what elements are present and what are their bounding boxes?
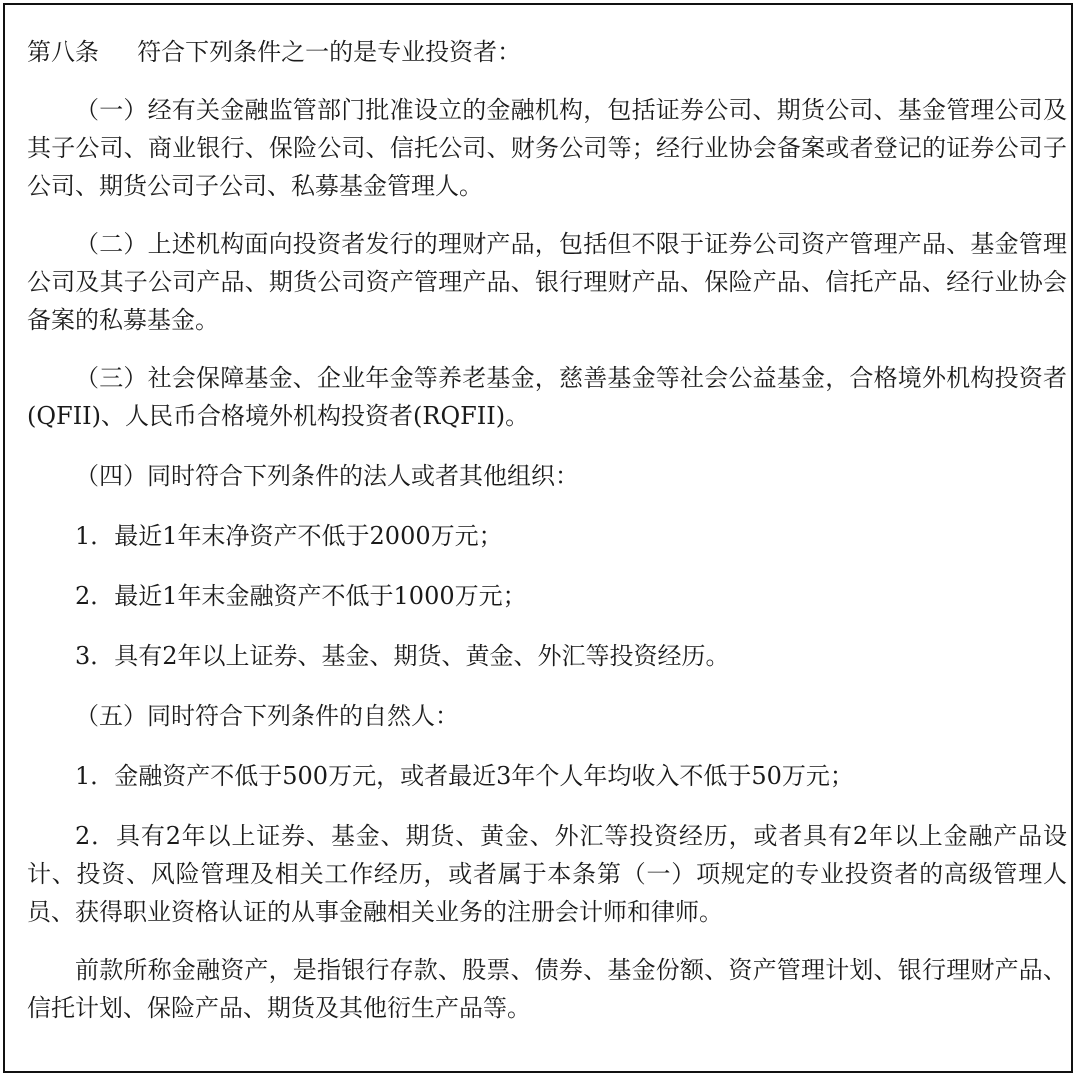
clause-5-item-1: 1．金融资产不低于500万元，或者最近3年个人年均收入不低于50万元； [75,762,854,790]
financial-assets-definition: 前款所称金融资产，是指银行存款、股票、债券、基金份额、资产管理计划、银行理财产品、信托计划、保险产品、期货及其他衍生产品等。 [27,956,1067,1022]
article-heading-line [27,33,1067,71]
clause-5: （五）同时符合下列条件的自然人： [75,702,459,730]
document-frame [3,3,1073,1073]
article-number: 第八条 [27,38,99,66]
clause-4-item-1: 1．最近1年末净资产不低于2000万元； [75,522,503,550]
clause-5-item-2: 2．具有2年以上证券、基金、期货、黄金、外汇等投资经历，或者具有2年以上金融产品设计、投资、风险管理及相关工作经历，或者属于本条第（一）项规定的专业投资者的高级管理人员、获得职业资格认证的从事金融相关业务的注册会计师和律师。 [27,822,1067,926]
clause-3: （三）社会保障基金、企业年金等养老基金，慈善基金等社会公益基金，合格境外机构投资者(QFII)、人民币合格境外机构投资者(RQFII)。 [27,364,1067,430]
clause-1: （一）经有关金融监管部门批准设立的金融机构，包括证券公司、期货公司、基金管理公司及其子公司、商业银行、保险公司、信托公司、财务公司等；经行业协会备案或者登记的证券公司子公司、期货公司子公司、私募基金管理人。 [27,96,1067,200]
clause-2: （二）上述机构面向投资者发行的理财产品，包括但不限于证券公司资产管理产品、基金管理公司及其子公司产品、期货公司资产管理产品、银行理财产品、保险产品、信托产品、经行业协会备案的私募基金。 [27,230,1067,334]
article-intro: 符合下列条件之一的是专业投资者： [137,38,522,66]
clause-4: （四）同时符合下列条件的法人或者其他组织： [75,462,579,490]
clause-4-item-3: 3．具有2年以上证券、基金、期货、黄金、外汇等投资经历。 [75,642,730,670]
clause-4-item-2: 2．最近1年末金融资产不低于1000万元； [75,582,527,610]
regulation-text [27,33,1067,1027]
